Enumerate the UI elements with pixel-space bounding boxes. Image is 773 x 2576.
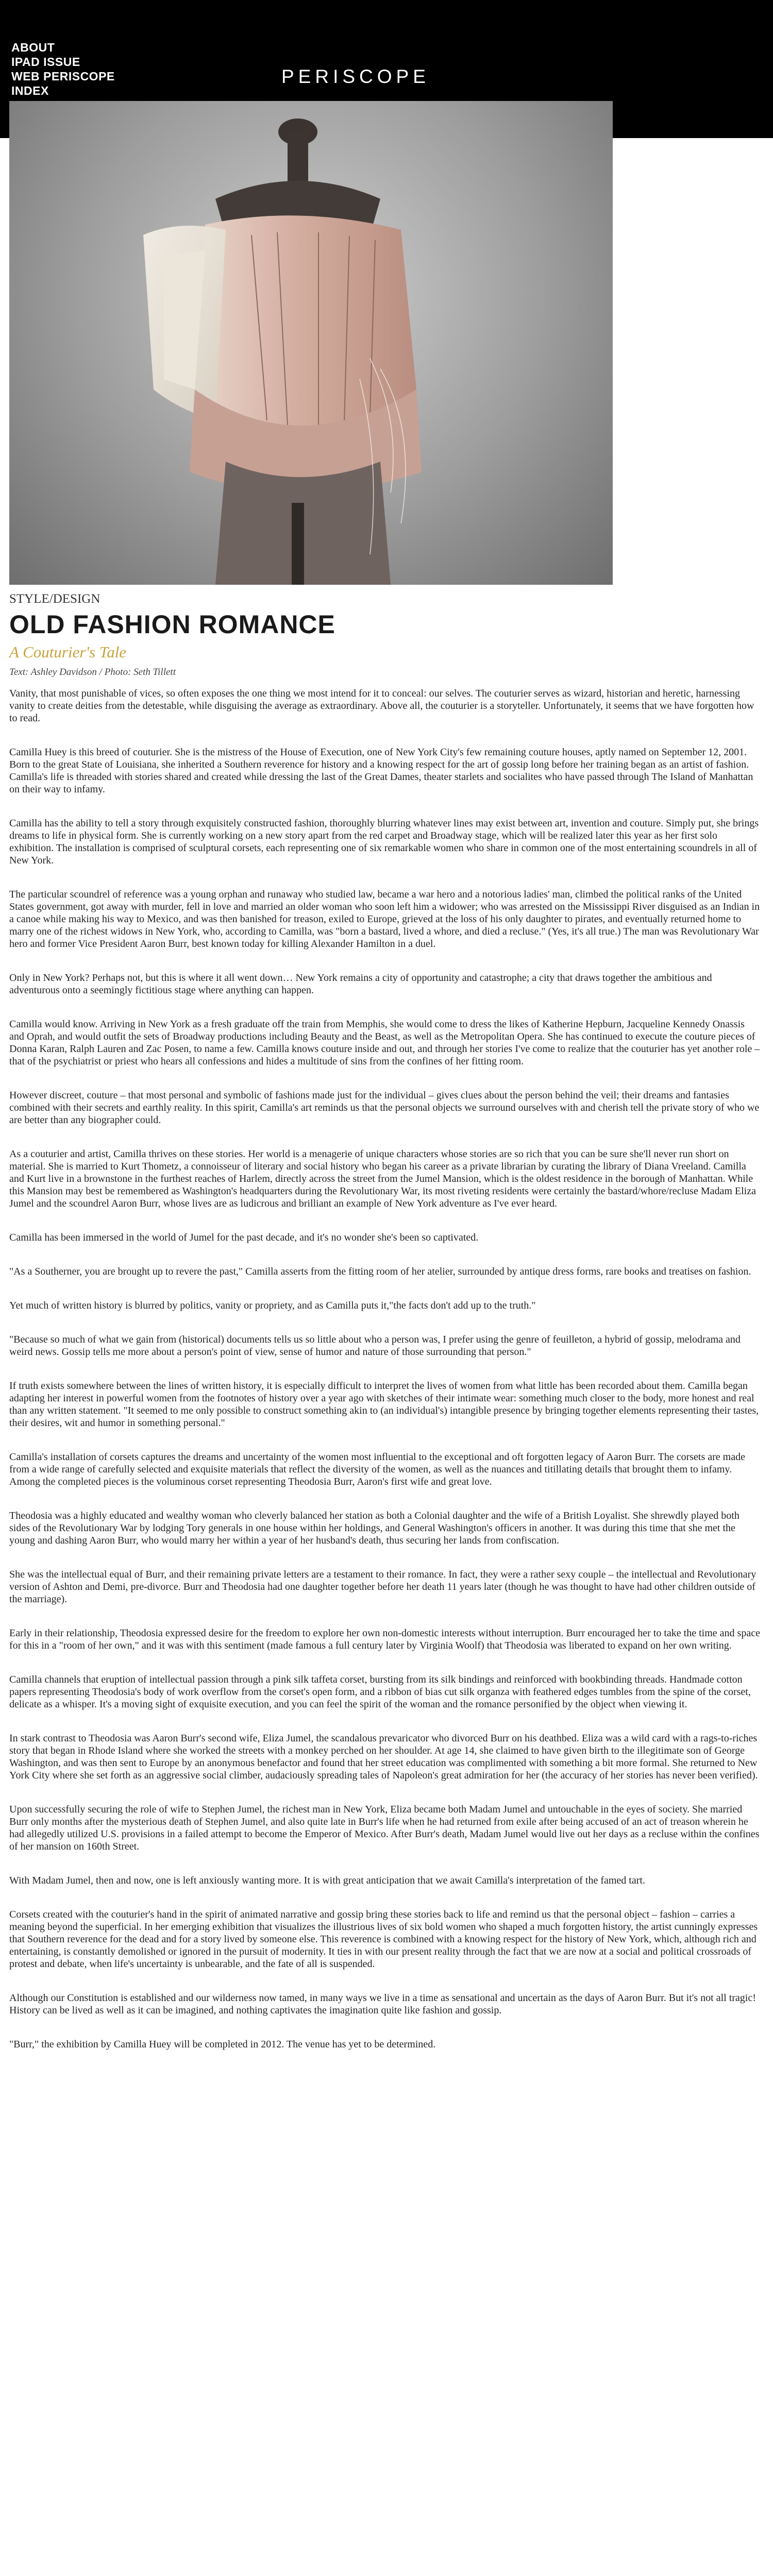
paragraph: The particular scoundrel of reference was a young orphan and runaway who studied law, became a war hero and a notorious ladies' man, climbed the political ranks of the United States government, got away with murder, fell in love and married an older woman who soon left him a widower; who was arrested on the Mississippi River disguised as an Indian in a canoe while making his way to Mexico, and was then banished for treason, exiled to Europe, grieved at the loss of his only daughter to pirates, and eventually returned home to marry one of the richest widows in New York, who, according to Camilla, was "born a bastard, lived a whore, and died a recluse." (Yes, it's all true.) The man was Revolutionary War hero and former Vice President Aaron Burr, best known today for killing Alexander Hamilton in a duel. [9, 889, 760, 950]
paragraph: Only in New York? Perhaps not, but this is where it all went down… New York remains a city of opportunity and catastrophe; a city that draws together the ambitious and adventurous onto a seemingly fictitious stage where anything can happen. [9, 972, 712, 996]
paragraph: Corsets created with the couturier's hand in the spirit of animated narrative and gossip bring these stories back to life and remind us that the personal object – fashion – carries a meaning beyond the superficial. In her emerging exhibition that visualizes the illustrious lives of six bold women who shaped a much forgotten history, the artist cunningly expresses that Southern reverence for the dead and for a story lived by someone else. This reverence is combined with a knowing respect for the history of New York, which, although rich and entertaining, is constantly demolished or ignored in the pursuit of modernity. It ties in with our present reality through the fact that we are now at a social and political crossroads of protest and debate, when life's uncertainty is unbearable, and the fate of all is suspended. [9, 1909, 758, 1970]
hero-image [9, 101, 613, 585]
paragraph: If truth exists somewhere between the lines of written history, it is especially difficult to interpret the lives of women from what little has been recorded about them. Camilla began adapting her interest in powerful women from the footnotes of history over a year ago with sketches of their intimate wear: something much closer to the body, more honest and real than any written statement. "It seemed to me only possible to construct something akin to (an individual's) intangible presence by bringing together elements representing their tastes, their desires, wit and humor in something personal." [9, 1380, 759, 1429]
paragraph: Camilla channels that eruption of intellectual passion through a pink silk taffeta corset, bursting from its silk bindings and reinforced with bookbinding threads. Handmade cotton papers representing Theodosia's body of work overflow from the corset's open form, and a ribbon of bias cut silk organza with feathered edges tumbles from the spine of the corset, delicate as a whisper. It's a moving sight of exquisite execution, and you can feel the spirit of the woman and the romance personified by the object when viewing it. [9, 1674, 751, 1710]
paragraph: "As a Southerner, you are brought up to revere the past," Camilla asserts from the fitting room of her atelier, surrounded by antique dress forms, rare books and treatises on fashion. [9, 1266, 751, 1277]
paragraph: Yet much of written history is blurred by politics, vanity or propriety, and as Camilla puts it,"the facts don't add up to the truth." [9, 1300, 536, 1311]
nav-web-periscope[interactable]: WEB PERISCOPE [11, 70, 115, 83]
paragraph: Camilla's installation of corsets captures the dreams and uncertainty of the women most influential to the exceptional and oft forgotten legacy of Aaron Burr. The corsets are made from a wide range of carefully selected and exquisite materials that reflect the diversity of the women, as well as the nuances and titillating details that brought them to infamy. Among the completed pieces is the voluminous corset representing Theodosia Burr, Aaron's first wife and great love. [9, 1451, 745, 1487]
article [9, 591, 762, 2072]
article-credits: Text: Ashley Davidson / Photo: Seth Tillett [9, 667, 176, 677]
paragraph: Camilla has the ability to tell a story through exquisitely constructed fashion, thoroughly blurring whatever lines may exist between art, invention and couture. Simply put, she brings dreams to life in physical form. She is currently working on a new story apart from the red carpet and Broadway stage, which will be realized later this year as her first solo exhibition. The installation is comprised of sculptural corsets, each representing one of six remarkable women who share in common one of the most entertaining scoundrels in all of New York. [9, 818, 759, 866]
paragraph: Early in their relationship, Theodosia expressed desire for the freedom to explore her own non-domestic interests without interruption. Burr encouraged her to take the time and space for this in a "room of her own," and it was with this sentiment (made famous a full century later by Virginia Woolf) that Theodosia was liberated to expand on her own writing. [9, 1628, 760, 1651]
site-logo[interactable]: PERISCOPE [281, 66, 430, 87]
nav-about[interactable]: ABOUT [11, 41, 55, 54]
paragraph: She was the intellectual equal of Burr, and their remaining private letters are a testament to their romance. In fact, they were a rather sexy couple – the intellectual and Revolutionary version of Ashton and Demi, pre-divorce. Burr and Theodosia had one daughter together before her death 11 years later (though he was thought to have had other children outside of the marriage). [9, 1569, 757, 1605]
nav-ipad-issue[interactable]: IPAD ISSUE [11, 55, 80, 69]
paragraph: Although our Constitution is established and our wilderness now tamed, in many ways we live in a time as sensational and uncertain as the days of Aaron Burr. But it's not all tragic! History can be lived as well as it can be imagined, and nothing captivates the imagination quite like fashion and gossip. [9, 1992, 756, 2016]
paragraph: However discreet, couture – that most personal and symbolic of fashions made just for the individual – gives clues about the person behind the veil; their dreams and fantasies combined with their secrets and earthly reality. In this spirit, Camilla's art reminds us that the personal objects we surround ourselves with and cherish tell the private story of who we are better than any biographer could. [9, 1090, 760, 1126]
site-nav [11, 40, 115, 98]
paragraph: Camilla has been immersed in the world of Jumel for the past decade, and it's no wonder she's been so captivated. [9, 1232, 479, 1243]
section-label[interactable]: STYLE/DESIGN [9, 592, 100, 606]
article-body [9, 687, 762, 2050]
article-subtitle: A Couturier's Tale [9, 643, 127, 661]
paragraph: In stark contrast to Theodosia was Aaron Burr's second wife, Eliza Jumel, the scandalous prevaricator who divorced Burr on his deathbed. Eliza was a wild card with a rags-to-riches story that began in Rhode Island where she worked the streets with a monkey perched on her shoulder. At age 14, she claimed to have given birth to the illegitimate son of George Washington, and was then sent to Europe by an anonymous benefactor and found that her street education was complimented with something a bit more formal. She returned to New York City where she set forth as an aggressive social climber, audaciously spreading tales of Napoleon's great admiration for her (the accuracy of her stories has never been verified). [9, 1733, 758, 1781]
paragraph: Vanity, that most punishable of vices, so often exposes the one thing we most intend for it to conceal: our selves. The couturier serves as wizard, historian and heretic, harnessing vanity to create deities from the detestable, while disguising the average as extraordinary. Above all, the couturier is a storyteller. Unfortunately, it seems that we have forgotten how to read. [9, 688, 754, 724]
nav-index[interactable]: INDEX [11, 84, 49, 97]
paragraph: As a couturier and artist, Camilla thrives on these stories. Her world is a menagerie of unique characters whose stories are so rich that you can be sure she'll never run short on material. She is married to Kurt Thometz, a connoisseur of literary and social history who began his career as a private librarian by curating the library of Diana Vreeland. Camilla and Kurt live in a brownstone in the furthest reaches of Harlem, directly across the street from the Jumel Mansion, which is the oldest residence in the borough of Manhattan. While this Mansion may best be remembered as Washington's headquarters during the Revolutionary War, its most riveting residents were certainly the bastard/whore/recluse Madam Eliza Jumel and the scoundrel Aaron Burr, whose lives are as ludicrous and brilliant an example of New York adventure as I've ever heard. [9, 1148, 756, 1209]
paragraph: "Because so much of what we gain from (historical) documents tells us so little about who a person was, I prefer using the genre of feuilleton, a hybrid of gossip, melodrama and weird news. Gossip tells me more about a person's point of view, sense of humor and nature of those surrounding that person." [9, 1334, 741, 1358]
paragraph: Upon successfully securing the role of wife to Stephen Jumel, the richest man in New York, Eliza became both Madam Jumel and untouchable in the eyes of society. She married Burr only months after the mysterious death of Stephen Jumel, and also quite late in Burr's life when he had returned from exile after being accused of an act of treason wherein he had allegedly utilized U.S. provisions in a failed attempt to become the Emperor of Mexico. After Burr's death, Madam Jumel would live out her days as a recluse within the confines of her mansion on 160th Street. [9, 1804, 760, 1852]
paragraph: With Madam Jumel, then and now, one is left anxiously wanting more. It is with great anticipation that we await Camilla's interpretation of the famed tart. [9, 1875, 645, 1886]
corset-dress-form-illustration [9, 101, 613, 585]
paragraph: "Burr," the exhibition by Camilla Huey will be completed in 2012. The venue has yet to be determined. [9, 2039, 436, 2050]
paragraph: Camilla would know. Arriving in New York as a fresh graduate off the train from Memphis, she would come to dress the likes of Katherine Hepburn, Jacqueline Kennedy Onassis and Oprah, and would outfit the sets of Broadway productions including Beauty and the Beast, as well as the Metropolitan Opera. She has continued to execute the couture pieces of Donna Karan, Ralph Lauren and Zac Posen, to name a few. Camilla knows couture inside and out, and through her stories I've come to realize that the couturier has yet another role – that of the psychiatrist or priest who hears all confessions and hides a multitude of sins from the confines of her fitting room. [9, 1019, 760, 1067]
article-title: OLD FASHION ROMANCE [9, 610, 335, 639]
paragraph: Camilla Huey is this breed of couturier. She is the mistress of the House of Execution, one of New York City's few remaining couture houses, aptly named on September 12, 2001. Born to the great State of Louisiana, she inherited a Southern reverence for history and a knowing respect for the art of gossip long before her training began as an artist of fashion. Camilla's life is threaded with stories shared and created while dressing the last of the Great Dames, theater starlets and socialites who have passed through The Island of Manhattan on their way to infamy. [9, 747, 753, 795]
paragraph: Theodosia was a highly educated and wealthy woman who cleverly balanced her station as both a Colonial daughter and the wife of a British Loyalist. She shrewdly played both sides of the Revolutionary War by lodging Tory generals in one house within her holdings, and General Washington's officers in another. It was during this time that she met the young and dashing Aaron Burr, who would marry her within a year of her husband's death, thus securing her lands from confiscation. [9, 1510, 740, 1546]
